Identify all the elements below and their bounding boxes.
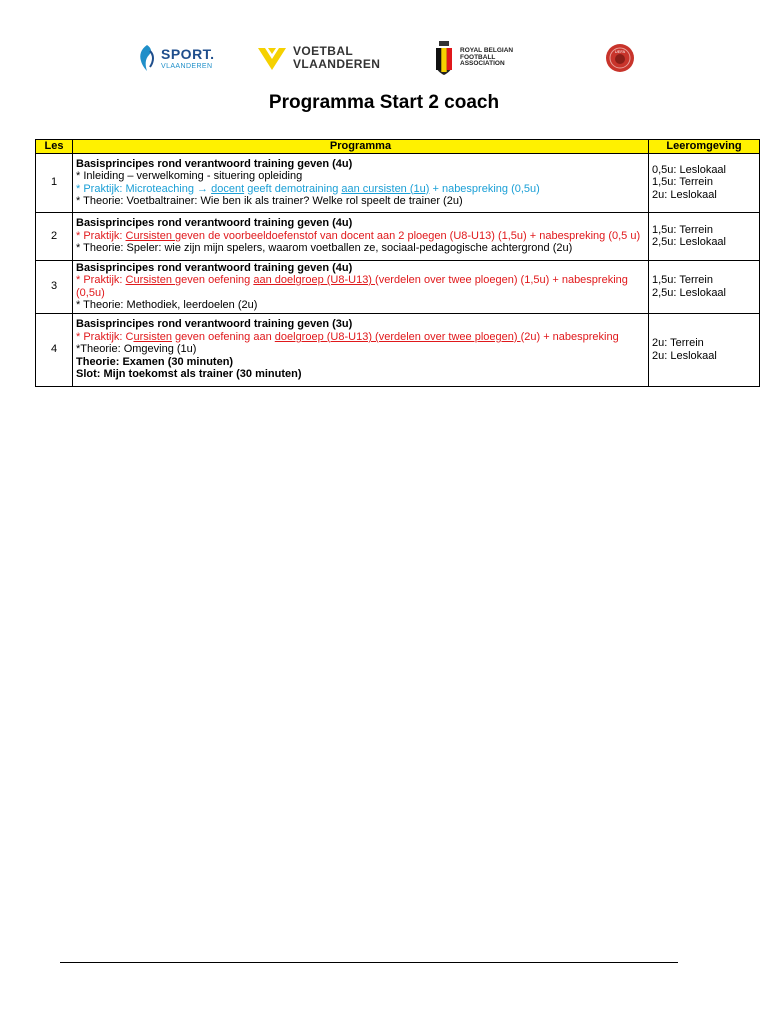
sport-vlaanderen-emblem-icon [135,43,157,73]
program-slot: Slot: Mijn toekomst als trainer (30 minuten) [76,368,302,381]
program-practice [76,230,645,243]
table-row [36,153,760,212]
voetbal-vlaanderen-emblem-icon [256,44,288,72]
practice-text: * Praktijk: [76,229,126,242]
sport-logo-name: SPORT. [161,45,215,62]
environment-cell [649,313,760,386]
program-theory: * Theorie: Speler: wie zijn mijn spelers, waarom voetballen ze, sociaal-pedagogische achtergrond (2u) [76,242,573,255]
practice-text: geven de voorbeeldoefenstof van docent aan 2 ploegen (U8-U13) (1,5u) + nabespreking (0,5 u) [175,229,641,242]
practice-text: * Praktijk: C [76,330,134,343]
program-intro: * Inleiding – verwelkoming - situering opleiding [76,170,303,182]
les-number: 2 [36,212,73,260]
table-header-row [36,140,760,154]
program-practice [76,183,645,196]
sport-logo-sub: VLAANDEREN [161,62,213,70]
les-number: 1 [36,153,73,212]
practice-text: * Praktijk: Microteaching [76,182,198,195]
practice-text: (2u) [520,330,544,343]
program-theory: * Theorie: Methodiek, leerdoelen (2u) [76,299,258,311]
sport-vlaanderen-logo [135,38,215,78]
uefa-logo [605,38,635,78]
les-number: 4 [36,313,73,386]
page-title: Programma Start 2 coach [268,92,500,113]
les-number: 3 [36,260,73,313]
environment-line: 2u: Leslokaal [652,188,717,201]
program-heading: Basisprincipes rond verantwoord training geven (4u) [76,261,353,274]
program-practice [76,274,645,299]
practice-text: (verdelen over twee ploegen) (1,5u) + nabespreking (0,5u) [76,274,628,299]
program-cell [73,313,649,386]
program-cell [73,153,649,212]
arrow-right-icon: → [197,182,209,195]
header-programma: Programma [73,140,649,154]
practice-text: aan doelgroep (U8-U13) [253,274,376,286]
uefa-emblem-icon [605,43,635,73]
rbfa-logo-line2: FOOTBALL [460,53,496,61]
program-heading: Basisprincipes rond verantwoord training geven (4u) [76,217,353,230]
program-theory: * Theorie: Voetbaltrainer: Wie ben ik als trainer? Welke rol speelt de trainer (2u) [76,195,463,207]
environment-line: 2,5u: Leslokaal [652,236,726,248]
program-practice [76,331,645,344]
program-cell [73,260,649,313]
environment-cell [649,153,760,212]
practice-text: ursisten [133,330,172,343]
table-row [36,260,760,313]
program-heading: Basisprincipes rond verantwoord training geven (3u) [76,318,353,331]
rbfa-logo-line3: ASSOCIATION [460,60,505,68]
voetbal-vlaanderen-logo [256,38,380,78]
practice-text: Cursisten [125,274,176,286]
environment-line: 2u: Terrein [652,337,704,349]
rbfa-crest-icon [434,41,454,75]
table-row [36,212,760,260]
program-theory: *Theorie: Omgeving (1u) [76,343,197,356]
practice-text: docent [211,182,245,195]
footer-divider [60,962,678,963]
rbfa-logo [434,38,513,78]
environment-line: 0,5u: Leslokaal [652,163,726,176]
header-leeromgeving: Leeromgeving [649,140,760,154]
environment-line: 1,5u: Terrein [652,274,713,286]
voetbal-logo-line1: VOETBAL [293,44,354,59]
table-row [36,313,760,386]
program-table [35,139,760,387]
practice-text: geven oefening [175,274,254,286]
environment-line: 2u: Leslokaal [652,349,717,362]
environment-cell [649,212,760,260]
program-exam: Theorie: Examen (30 minuten) [76,355,234,368]
practice-text: + nabespreking (0,5u) [429,182,540,195]
program-heading: Basisprincipes rond verantwoord training geven (4u) [76,157,353,170]
practice-text: aan cursisten (1u) [341,182,430,195]
practice-text: Cursisten [125,229,176,242]
voetbal-logo-line2: VLAANDEREN [293,57,381,71]
environment-line: 2,5u: Leslokaal [652,286,726,299]
practice-text: + nabespreking [543,330,619,343]
logo-bar [0,38,768,78]
practice-text: doelgroep (U8-U13) (verdelen over twee ploegen) [274,330,521,343]
practice-text: geeft demotraining [244,182,342,195]
practice-text: geven oefening aan [172,330,275,343]
header-les: Les [36,140,73,154]
environment-line: 1,5u: Terrein [652,176,713,189]
program-cell [73,212,649,260]
environment-line: 1,5u: Terrein [652,223,713,236]
practice-text: * Praktijk: [76,274,126,286]
environment-cell [649,260,760,313]
uefa-logo-text: UEFA [614,49,626,54]
rbfa-logo-line1: ROYAL BELGIAN [460,46,514,54]
